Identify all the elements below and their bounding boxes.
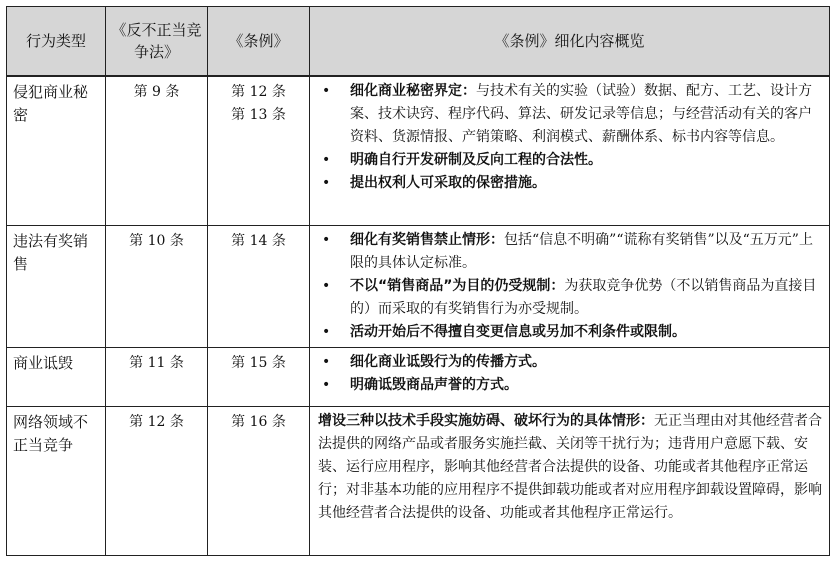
list-item: [318, 374, 823, 397]
point-text: 与技术有关的实验（试验）数据、配方、工艺、设计方案、技术诀窍、程序代码、算法、研发记录等信息；与经营活动有关的客户资料、货源情报、产销策略、利润模式、薪酬体系、标书内容等信息。: [350, 83, 812, 145]
detail-paragraph: [318, 410, 823, 525]
point-heading: 细化有奖销售禁止情形：: [350, 232, 504, 248]
paragraph-text: 无正当理由对其他经营者合法提供的网络产品或者服务实施拦截、关闭等干扰行为；违背用户意愿下载、安装、运行应用程序，影响其他经营者合法提供的设备、功能或者其他程序正常运行；对非基本功能的应用程序不提供卸载功能或者对应用程序卸载设置障碍，影响其他经营者合法提供的设备、功能或者其他程序正常运行。: [318, 413, 822, 521]
header-regulation: 《条例》: [208, 7, 310, 77]
header-law: 《反不正当竞争法》: [106, 7, 208, 77]
regulation-comparison-table: [6, 6, 830, 556]
list-item: [318, 172, 823, 195]
list-item: [318, 275, 823, 321]
bullet-icon: •: [322, 152, 331, 168]
point-heading: 细化商业秘密界定：: [350, 83, 476, 99]
bullet-icon: •: [322, 175, 331, 191]
row-type: 网络领域不正当竞争: [7, 407, 106, 556]
regulation-article: 第 15 条: [231, 355, 286, 371]
row-law-article: 第 11 条: [106, 348, 208, 407]
point-text: 包括“信息不明确”“谎称有奖销售”以及“五万元”上限的具体认定标准。: [350, 232, 813, 271]
bullet-icon: •: [322, 232, 331, 248]
point-heading: 明确自行开发研制及反向工程的合法性。: [350, 152, 602, 168]
row-regulation-articles: [208, 348, 310, 407]
point-heading: 明确诋毁商品声誉的方式。: [350, 377, 518, 393]
list-item: [318, 80, 823, 149]
table-wrapper: [6, 6, 829, 556]
header-type: 行为类型: [7, 7, 106, 77]
list-item: [318, 321, 823, 344]
list-item: [318, 351, 823, 374]
table-row: [7, 76, 830, 226]
header-detail: 《条例》细化内容概览: [310, 7, 830, 77]
bullet-icon: •: [322, 278, 331, 294]
row-law-article: 第 10 条: [106, 226, 208, 348]
point-heading: 提出权利人可采取的保密措施。: [350, 175, 546, 191]
table-row: [7, 226, 830, 348]
row-regulation-articles: [208, 76, 310, 226]
row-type: 侵犯商业秘密: [7, 76, 106, 226]
row-regulation-articles: [208, 407, 310, 556]
list-item: [318, 149, 823, 172]
row-type: 商业诋毁: [7, 348, 106, 407]
bullet-icon: •: [322, 354, 331, 370]
row-detail: [310, 348, 830, 407]
header-row: [7, 7, 830, 77]
bullet-icon: •: [322, 324, 331, 340]
row-type: 违法有奖销售: [7, 226, 106, 348]
bullet-list: [318, 80, 823, 195]
point-heading: 不以“销售商品”为目的仍受规制：: [350, 278, 565, 294]
point-text: 为获取竞争优势（不以销售商品为直接目的）而采取的有奖销售行为亦受规制。: [350, 278, 817, 317]
regulation-article: 第 16 条: [231, 414, 286, 430]
bullet-list: [318, 229, 823, 344]
paragraph-heading: 增设三种以技术手段实施妨碍、破坏行为的具体情形：: [318, 413, 654, 429]
row-law-article: 第 12 条: [106, 407, 208, 556]
bullet-icon: •: [322, 377, 331, 393]
point-heading: 活动开始后不得擅自变更信息或另加不利条件或限制。: [350, 324, 686, 340]
regulation-article: 第 14 条: [231, 233, 286, 249]
row-detail: [310, 76, 830, 226]
row-regulation-articles: [208, 226, 310, 348]
regulation-article: 第 13 条: [231, 107, 286, 123]
row-detail: [310, 226, 830, 348]
bullet-icon: •: [322, 83, 331, 99]
row-detail: [310, 407, 830, 556]
bullet-list: [318, 351, 823, 397]
point-heading: 细化商业诋毁行为的传播方式。: [350, 354, 546, 370]
list-item: [318, 229, 823, 275]
regulation-article: 第 12 条: [231, 84, 286, 100]
row-law-article: 第 9 条: [106, 76, 208, 226]
table-row: [7, 348, 830, 407]
table-row: [7, 407, 830, 556]
